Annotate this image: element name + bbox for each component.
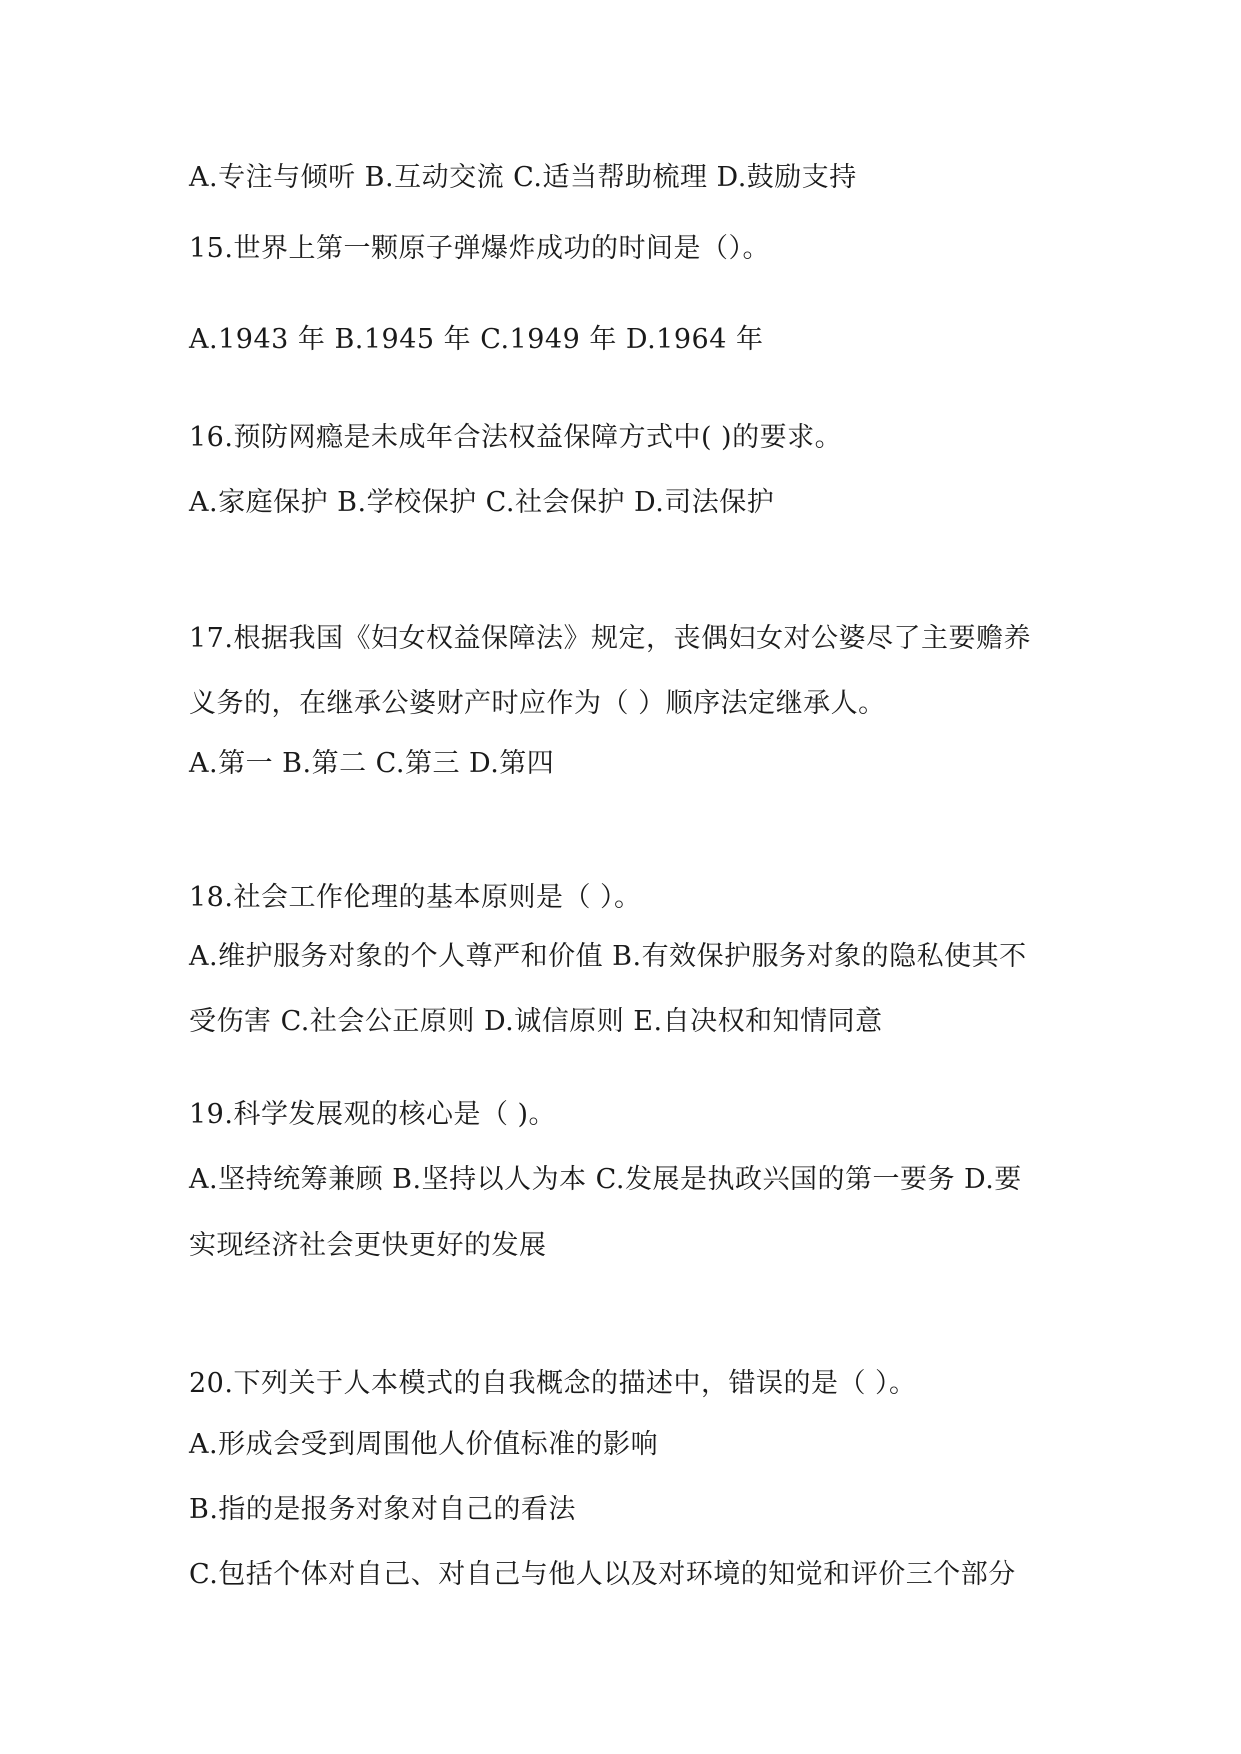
q15-options: A.1943 年 B.1945 年 C.1949 年 D.1964 年 (189, 324, 764, 355)
q20-question: 20.下列关于人本模式的自我概念的描述中，错误的是（ ）。 (189, 1368, 917, 1399)
q18-options-line2: 受伤害 C.社会公正原则 D.诚信原则 E.自决权和知情同意 (189, 1006, 883, 1037)
q19-options-line2: 实现经济社会更快更好的发展 (189, 1230, 547, 1261)
q20-option-c: C.包括个体对自己、对自己与他人以及对环境的知觉和评价三个部分 (189, 1559, 1016, 1590)
q17-question-line1: 17.根据我国《妇女权益保障法》规定，丧偶妇女对公婆尽了主要赡养 (189, 623, 1031, 654)
q17-options: A.第一 B.第二 C.第三 D.第四 (189, 748, 555, 779)
q14-options: A.专注与倾听 B.互动交流 C.适当帮助梳理 D.鼓励支持 (189, 162, 857, 193)
q17-question-line2: 义务的，在继承公婆财产时应作为（ ）顺序法定继承人。 (189, 688, 886, 719)
q20-option-a: A.形成会受到周围他人价值标准的影响 (189, 1429, 659, 1460)
q19-options-line1: A.坚持统筹兼顾 B.坚持以人为本 C.发展是执政兴国的第一要务 D.要 (189, 1164, 1022, 1195)
q18-options-line1: A.维护服务对象的个人尊严和价值 B.有效保护服务对象的隐私使其不 (189, 941, 1027, 972)
q15-question: 15.世界上第一颗原子弹爆炸成功的时间是（）。 (189, 233, 770, 264)
q19-question: 19.科学发展观的核心是（ )。 (189, 1099, 557, 1130)
q16-options: A.家庭保护 B.学校保护 C.社会保护 D.司法保护 (189, 487, 775, 518)
q20-option-b: B.指的是报务对象对自己的看法 (189, 1494, 576, 1525)
q18-question: 18.社会工作伦理的基本原则是（ ）。 (189, 882, 642, 913)
q16-question: 16.预防网瘾是未成年合法权益保障方式中( )的要求。 (189, 422, 843, 453)
